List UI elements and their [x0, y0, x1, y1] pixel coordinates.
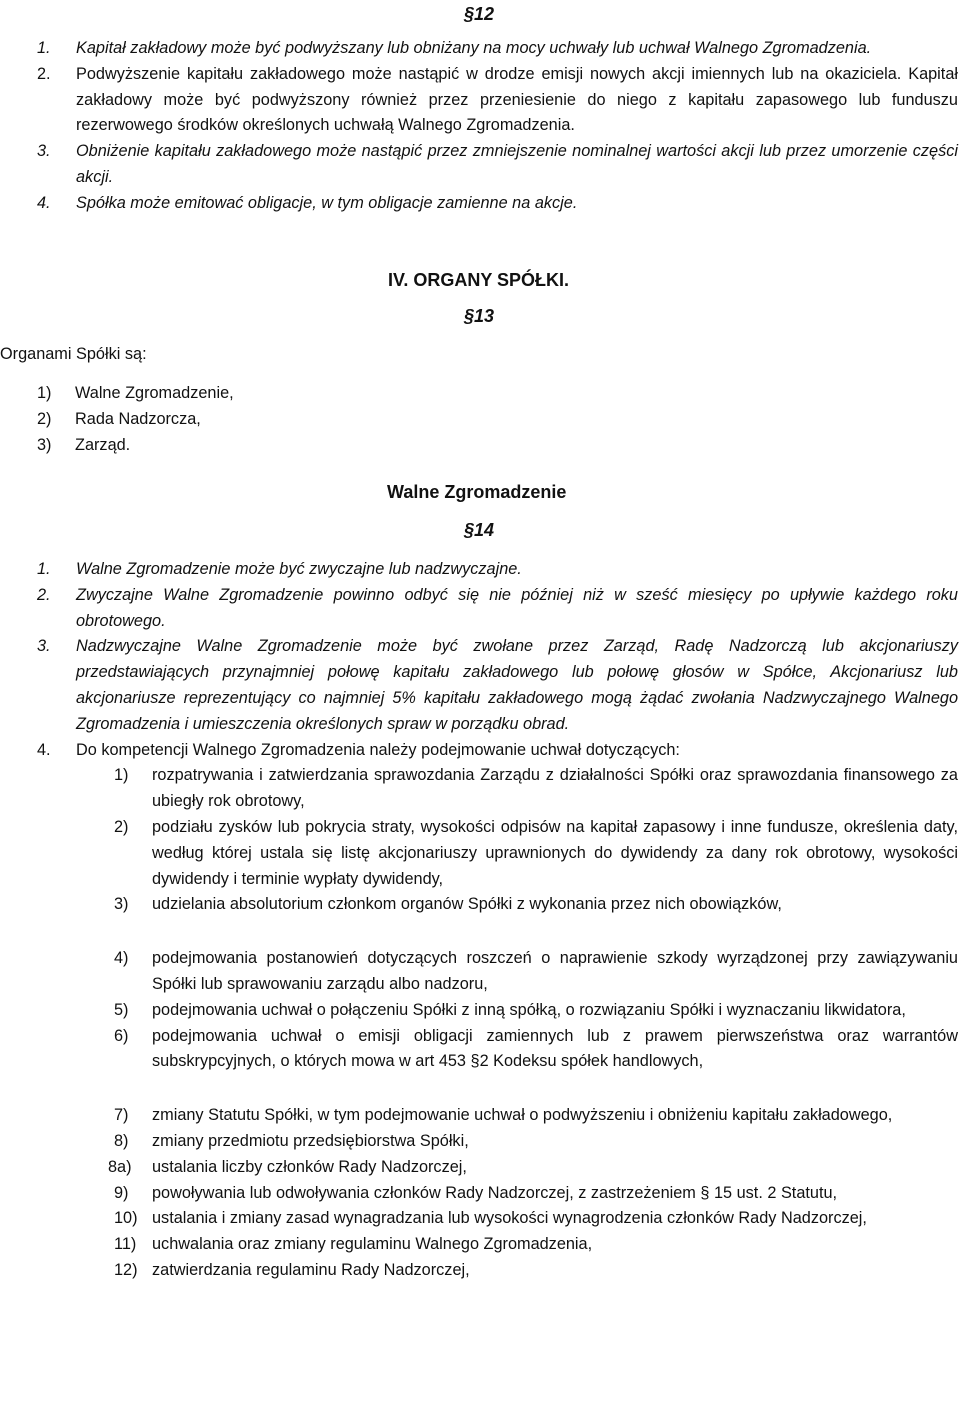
list-item	[0, 583, 958, 635]
item-text: Walne Zgromadzenie może być zwyczajne lub nadzwyczajne.	[76, 560, 522, 578]
sub-item-number: 4)	[114, 949, 129, 968]
item-number: 1.	[37, 39, 51, 57]
section-12-heading: §12	[464, 4, 495, 24]
sub-item-text: zmiany Statutu Spółki, w tym podejmowanie uchwał o podwyższeniu i obniżeniu kapitału zakładowego,	[152, 1106, 893, 1125]
sub-list-item	[0, 998, 958, 1024]
sub-item-number: 1)	[114, 766, 129, 785]
sub-item-text: podejmowania uchwał o połączeniu Spółki z inną spółką, o rozwiązaniu Spółki i wyznaczaniu likwidatora,	[152, 1000, 906, 1019]
sub-item-number: 11)	[114, 1235, 137, 1254]
sub-list-item	[0, 1103, 958, 1129]
organs-intro: Organami Spółki są:	[0, 345, 147, 363]
sub-list-item	[0, 892, 958, 918]
item-number: 3.	[37, 142, 51, 161]
sub-list-item	[0, 1024, 958, 1076]
list-item	[37, 381, 357, 407]
sub-list-item	[0, 1155, 958, 1181]
item-number: 1.	[37, 560, 51, 578]
section-14-list	[0, 557, 958, 1284]
item-number: 2.	[37, 585, 51, 604]
list-item	[0, 36, 958, 62]
sub-list-item	[0, 946, 958, 998]
sub-item-text: podejmowania postanowień dotyczących roszczeń o naprawienie szkody wyrządzonej przy zawiązywaniu Spółki lub sprawowaniu zarządu albo nadzoru,	[152, 949, 958, 993]
subsection-heading: Walne Zgromadzenie	[387, 482, 567, 502]
list-item	[0, 139, 958, 191]
item-number: 3)	[37, 435, 52, 454]
item-text: Do kompetencji Walnego Zgromadzenia należy podejmowanie uchwał dotyczących:	[76, 740, 680, 759]
sub-item-number: 2)	[114, 817, 129, 836]
sub-item-number: 7)	[114, 1106, 129, 1125]
sub-item-text: powoływania lub odwoływania członków Rady Nadzorczej, z zastrzeżeniem § 15 ust. 2 Statutu,	[152, 1183, 838, 1202]
list-item	[0, 557, 958, 583]
item-number: 1)	[37, 384, 52, 402]
section-12-list	[0, 36, 958, 217]
sub-item-text: uchwalania oraz zmiany regulaminu Walnego Zgromadzenia,	[152, 1235, 593, 1254]
sub-list-item	[0, 815, 958, 892]
sub-item-text: ustalania i zmiany zasad wynagradzania lub wysokości wynagrodzenia członków Rady Nadzorczej,	[152, 1209, 867, 1228]
section-13-heading: §13	[464, 306, 495, 326]
spacer	[0, 918, 958, 946]
item-number: 2)	[37, 409, 52, 428]
spacer	[0, 1075, 958, 1103]
sub-item-text: ustalania liczby członków Rady Nadzorczej,	[152, 1157, 467, 1176]
item-text: Podwyższenie kapitału zakładowego może nastąpić w drodze emisji nowych akcji imiennych lub na okaziciela. Kapitał zakładowy może być podwyższony również przez przeniesienie do niego z kapitału zapasowego lub funduszu rezerwowego środków określonych uchwałą Walnego Zgromadzenia.	[76, 64, 958, 135]
sub-list-item	[0, 763, 958, 815]
sub-item-text: zatwierdzania regulaminu Rady Nadzorczej,	[152, 1260, 470, 1279]
list-item	[0, 634, 958, 737]
item-number: 3.	[37, 637, 51, 656]
item-text: Nadzwyczajne Walne Zgromadzenie może być zwołane przez Zarząd, Radę Nadzorczą lub akcjonariuszy przedstawiających przynajmniej połowę kapitału zakładowego lub połowę głosów w Spółce, Akcjonariusz lub akcjonariusze reprezentujący co najmniej 5% kapitału zakładowego mogą żądać zwołania Nadzwyczajnego Walnego Zgromadzenia i umieszczenia określonych spraw w porządku obrad.	[76, 637, 958, 733]
list-item	[37, 407, 357, 433]
sub-item-number: 8)	[114, 1131, 129, 1150]
sub-list-item	[0, 1129, 958, 1155]
sub-item-number: 12)	[114, 1260, 138, 1279]
item-text: Walne Zgromadzenie,	[75, 384, 234, 402]
sub-list-item	[0, 1232, 958, 1258]
competences-list	[0, 763, 958, 1283]
chapter-heading: IV. ORGANY SPÓŁKI.	[388, 270, 570, 290]
sub-item-text: zmiany przedmiotu przedsiębiorstwa Spółki,	[152, 1131, 469, 1150]
organs-list	[37, 381, 357, 458]
sub-list-item	[0, 1181, 958, 1207]
item-number: 4.	[37, 740, 51, 759]
sub-item-number: 10)	[114, 1209, 138, 1228]
list-item	[37, 433, 357, 459]
item-text: Spółka może emitować obligacje, w tym obligacje zamienne na akcje.	[76, 193, 578, 212]
sub-item-text: podejmowania uchwał o emisji obligacji zamiennych lub z prawem pierwszeństwa oraz warrantów subskrypcyjnych, o których mowa w art 453 §2 Kodeksu spółek handlowych,	[152, 1026, 958, 1071]
sub-list-item	[0, 1206, 958, 1232]
item-text: Zwyczajne Walne Zgromadzenie powinno odbyć się nie później niż w sześć miesięcy po upływie każdego roku obrotowego.	[76, 585, 958, 630]
list-item	[0, 738, 958, 764]
section-14-heading: §14	[464, 520, 495, 540]
item-text: Kapitał zakładowy może być podwyższany lub obniżany na mocy uchwały lub uchwał Walnego Zgromadzenia.	[76, 39, 872, 57]
sub-item-number: 5)	[114, 1000, 129, 1019]
list-item	[0, 62, 958, 139]
sub-item-text: udzielania absolutorium członkom organów Spółki z wykonania przez nich obowiązków,	[152, 895, 782, 914]
item-text: Rada Nadzorcza,	[75, 409, 201, 428]
item-number: 2.	[37, 64, 51, 83]
sub-item-number: 3)	[114, 895, 129, 914]
sub-item-number: 8a)	[108, 1157, 132, 1176]
sub-item-text: podziału zysków lub pokrycia straty, wysokości odpisów na kapitał zapasowy i inne fundusze, określenia daty, według której ustala się listę akcjonariuszy uprawnionych do dywidendy za dany rok obrotowy, wysokości dywidendy i terminie wypłaty dywidendy,	[152, 817, 958, 888]
sub-item-number: 6)	[114, 1026, 129, 1045]
item-text: Zarząd.	[75, 435, 131, 454]
sub-item-text: rozpatrywania i zatwierdzania sprawozdania Zarządu z działalności Spółki oraz sprawozdania finansowego za ubiegły rok obrotowy,	[152, 766, 958, 811]
sub-item-number: 9)	[114, 1183, 129, 1202]
sub-list-item	[0, 1258, 958, 1284]
item-number: 4.	[37, 193, 51, 212]
item-text: Obniżenie kapitału zakładowego może nastąpić przez zmniejszenie nominalnej wartości akcji lub przez umorzenie części akcji.	[76, 142, 958, 186]
list-item	[0, 191, 958, 217]
